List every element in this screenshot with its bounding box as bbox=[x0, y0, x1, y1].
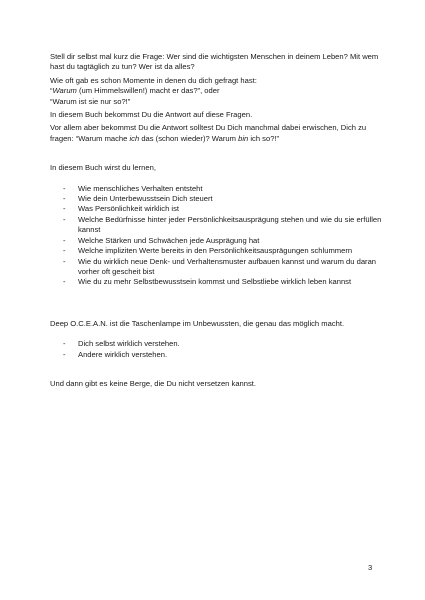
list-item: - Was Persönlichkeit wirklich ist bbox=[63, 204, 179, 214]
document-body bbox=[50, 52, 385, 389]
list-item: - Wie du zu mehr Selbstbewusstsein kommst und Selbstliebe wirklich leben kannst bbox=[63, 277, 352, 287]
intro-question: Stell dir selbst mal kurz die Frage: Wer sind die wichtigsten Menschen in deinem Leben? Mit wem hast du tagtäglich zu tun? Wer ist da alles? bbox=[50, 52, 379, 72]
learn-heading: In diesem Buch wirst du lernen, bbox=[50, 163, 156, 173]
list-item: - Wie du wirklich neue Denk- und Verhaltensmuster aufbauen kannst und warum du daran vorher oft gescheit bist bbox=[63, 256, 377, 276]
list-item: - Wie dein Unterbewusstsein Dich steuert bbox=[63, 194, 213, 204]
moments-line: Wie oft gab es schon Momente in denen du dich gefragt hast: bbox=[50, 75, 257, 85]
list-item: - Welche Bedürfnisse hinter jeder Persönlichkeitsausprägung stehen und wie du sie erfüllen kannst bbox=[63, 214, 382, 235]
quote-1: “Warum (um Himmelswillen!) macht er das?”, oder bbox=[50, 86, 220, 96]
learn-list bbox=[50, 184, 385, 288]
above-all-paragraph: Vor allem aber bekommst Du die Antwort solltest Du Dich manchmal dabei erwischen, Dich zu fragen: “Warum mache ich das (schon wieder)? Warum bin ich so?!” bbox=[50, 123, 367, 143]
closing-line: Und dann gibt es keine Berge, die Du nicht versetzen kannst. bbox=[50, 378, 256, 388]
ocean-line: Deep O.C.E.A.N. ist die Taschenlampe im Unbewussten, die genau das möglich macht. bbox=[50, 318, 345, 328]
list-item: - Welche impliziten Werte bereits in den Persönlichkeitsausprägungen schlummern bbox=[63, 246, 353, 256]
understand-list bbox=[50, 339, 385, 360]
list-item: - Andere wirklich verstehen. bbox=[63, 349, 168, 359]
page-number: 3 bbox=[368, 563, 373, 572]
list-item: - Wie menschliches Verhalten entsteht bbox=[63, 183, 203, 193]
answer-line: In diesem Buch bekommst Du die Antwort auf diese Fragen. bbox=[50, 110, 253, 120]
list-item: - Dich selbst wirklich verstehen. bbox=[63, 339, 180, 349]
list-item: - Welche Stärken und Schwächen jede Ausprägung hat bbox=[63, 235, 260, 245]
quote-2: “Warum ist sie nur so?!” bbox=[50, 96, 131, 106]
